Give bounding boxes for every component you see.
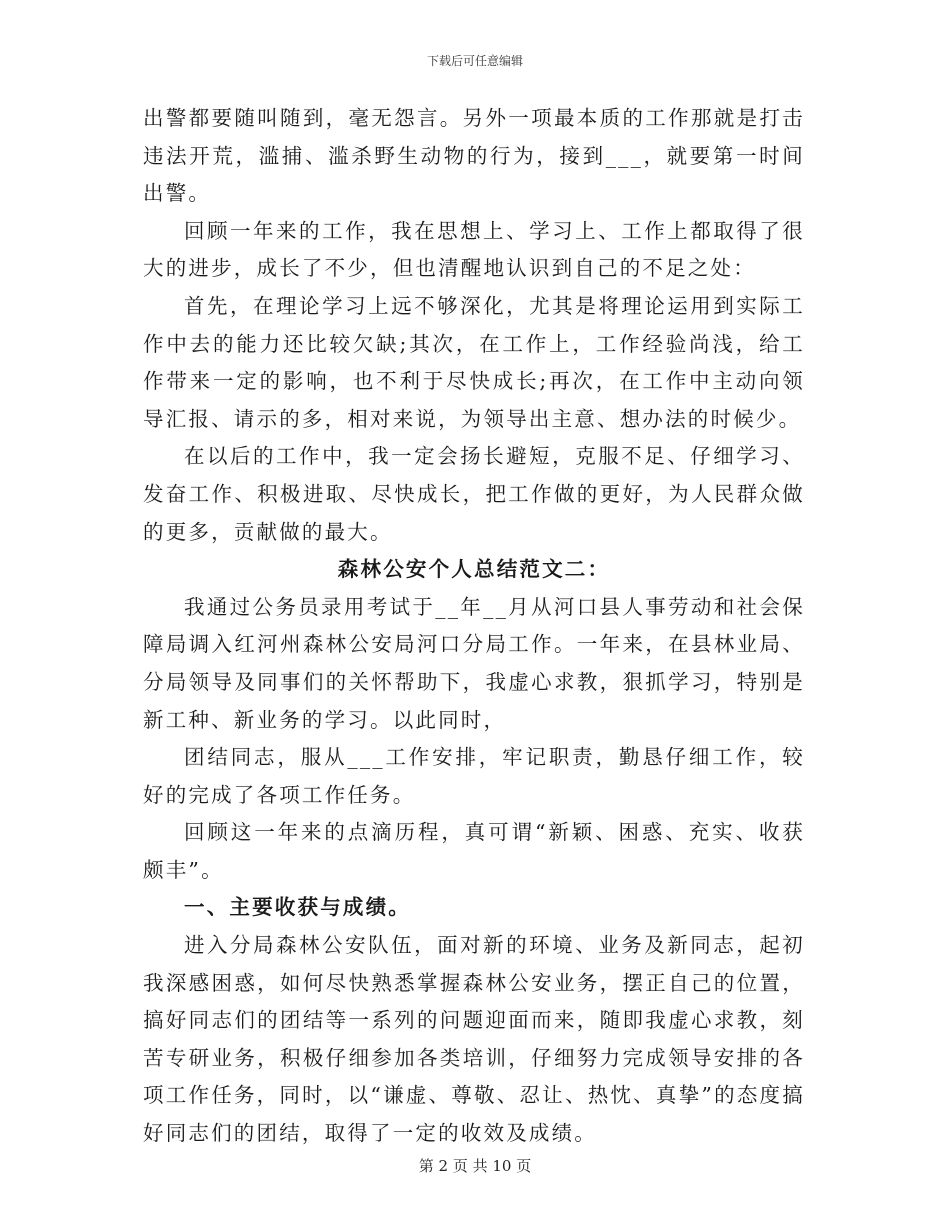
section-title: 森林公安个人总结范文二：	[337, 557, 611, 582]
section-heading: 一、主要收获与成绩。	[184, 895, 411, 920]
paragraph-review: 回顾一年来的工作，我在思想上、学习上、工作上都取得了很大的进步，成长了不少，但也清醒地认识到自己的不足之处：	[143, 218, 805, 281]
paragraph-intro: 我通过公务员录用考试于__年__月从河口县人事劳动和社会保障局调入红河州森林公安局河口分局工作。一年来，在县林业局、分局领导及同事们的关怀帮助下，我虚心求教，狠抓学习，特别是新工种、新业务的学习。以此同时，	[143, 594, 805, 732]
paragraph-reflection: 回顾这一年来的点滴历程，真可谓“新颖、困惑、充实、收获颇丰”。	[143, 820, 805, 882]
paragraph-unity: 团结同志，服从___工作安排，牢记职责，勤恳仔细工作，较好的完成了各项工作任务。	[143, 745, 805, 807]
paragraph-future: 在以后的工作中，我一定会扬长避短，克服不足、仔细学习、发奋工作、积极进取、尽快成长，把工作做的更好，为人民群众做的更多，贡献做的最大。	[143, 444, 805, 544]
document-body	[143, 100, 805, 1153]
paragraph-continuation: 出警都要随叫随到，毫无怨言。另外一项最本质的工作那就是打击违法开荒，滥捕、滥杀野生动物的行为，接到___，就要第一时间出警。	[143, 106, 805, 206]
paragraph-achievements: 进入分局森林公安队伍，面对新的环境、业务及新同志，起初我深感困惑，如何尽快熟悉掌握森林公安业务，摆正自己的位置，搞好同志们的团结等一系列的问题迎面而来，随即我虚心求教，刻苦专研业务，积极仔细参加各类培训，仔细努力完成领导安排的各项工作任务，同时，以“谦虚、尊敬、忍让、热忱、真挚”的态度搞好同志们的团结，取得了一定的收效及成绩。	[143, 933, 805, 1146]
page-header: 下载后可任意编辑	[426, 54, 523, 68]
paragraph-shortcomings: 首先，在理论学习上远不够深化，尤其是将理论运用到实际工作中去的能力还比较欠缺;其次，在工作上，工作经验尚浅，给工作带来一定的影响，也不利于尽快成长;再次，在工作中主动向领导汇报、请示的多，相对来说，为领导出主意、想办法的时候少。	[143, 293, 805, 431]
page-footer: 第 2 页 共 10 页	[418, 1157, 532, 1175]
